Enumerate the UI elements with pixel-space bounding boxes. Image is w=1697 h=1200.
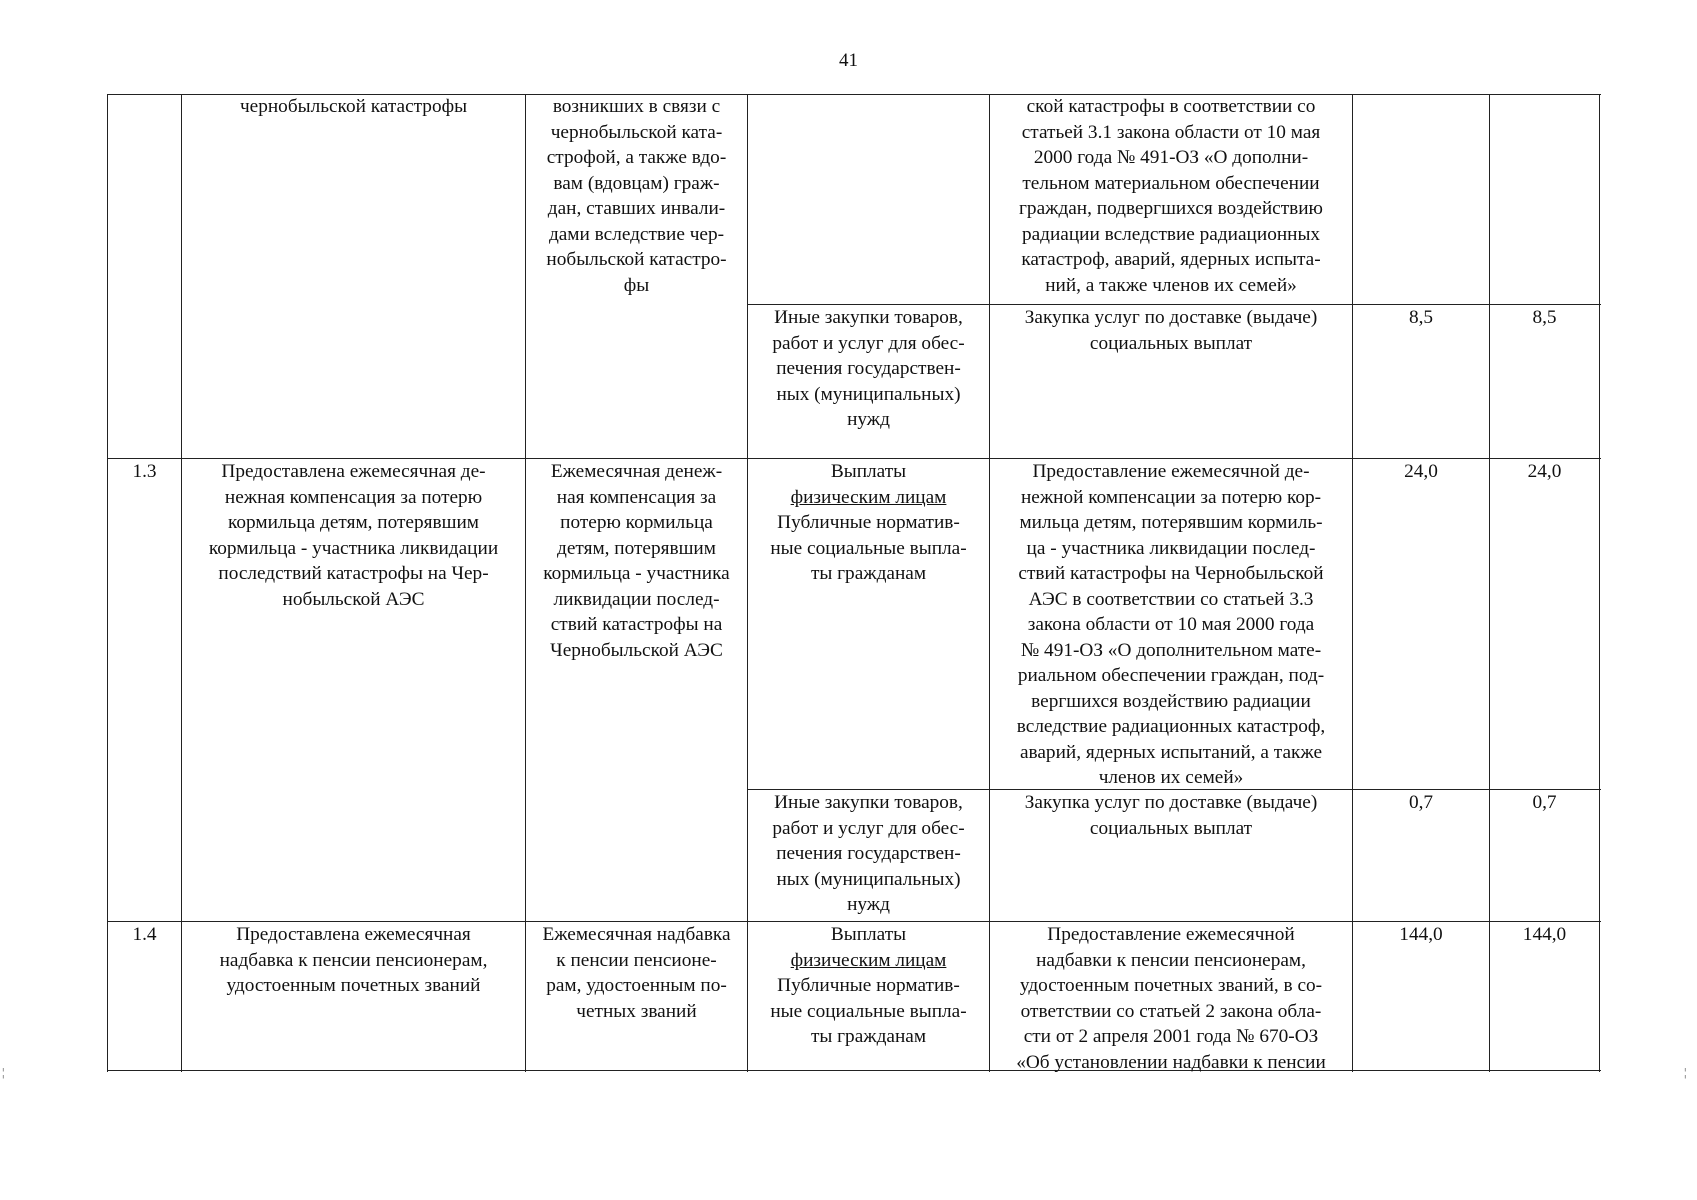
cell-measure-1-3: Ежемесячная денеж- ная компенсация за потерю кормильца детям, потерявшим кормильца - участника ликвидации послед- ствий катастрофы на Чернобыльской АЭС — [543, 461, 730, 661]
scan-edge-mark-left: ¦ — [2, 1065, 5, 1079]
cell-value2-r1b: 8,5 — [1532, 307, 1557, 328]
table-border-bottom — [107, 1070, 1601, 1071]
cell-num-1-3: 1.3 — [132, 461, 157, 482]
cell-desc-1-4: Предоставление ежемесячной надбавки к пенсии пенсионерам, удостоенным почетных званий, в со- ответствии со статьей 2 закона обла- сти от 2 апреля 2001 года № 670-ОЗ «Об установлении надбавки к пенсии — [1016, 924, 1326, 1073]
cell-value1-1-3b: 0,7 — [1408, 792, 1434, 813]
page-number: 41 — [839, 50, 858, 71]
cell-kind-1-4: Выплаты физическим лицам Публичные норматив- ные социальные выпла- ты гражданам — [770, 924, 967, 1047]
cell-value1-1-4: 144,0 — [1399, 924, 1443, 945]
budget-table — [107, 94, 1600, 1072]
cell-value2-1-4: 144,0 — [1522, 924, 1567, 945]
cell-value1-r1b: 8,5 — [1408, 307, 1434, 328]
cell-desc-1-3b: Закупка услуг по доставке (выдаче) социальных выплат — [1024, 792, 1318, 839]
cell-value2-1-3a: 24,0 — [1527, 461, 1562, 482]
cell-value1-1-3a: 24,0 — [1404, 461, 1438, 482]
cell-desc-r1a: ской катастрофы в соответствии со статьей 3.1 закона области от 10 мая 2000 года № 491-ОЗ «О дополни- тельном материальном обеспечении граждан, подвергшихся воздействию радиации вследствие радиационных катастроф, аварий, ядерных испыта- ний, а также членов их семей» — [1019, 96, 1323, 296]
cell-name-1-3: Предоставлена ежемесячная де- нежная компенсация за потерю кормильца детям, потерявшим кормильца - участника ликвидации последствий катастрофы на Чер- нобыльской АЭС — [208, 461, 499, 610]
cell-desc-r1b: Закупка услуг по доставке (выдаче) социальных выплат — [1024, 307, 1318, 354]
scan-edge-mark-right: ¦ — [1684, 1065, 1687, 1079]
cell-measure-1-4: Ежемесячная надбавка к пенсии пенсионе- рам, удостоенным по- четных званий — [542, 924, 731, 1022]
cell-kind-1-3a: Выплаты физическим лицам Публичные норматив- ные социальные выпла- ты гражданам — [770, 461, 967, 584]
table-border-right — [1599, 94, 1600, 1072]
cell-desc-1-3a: Предоставление ежемесячной де- нежной компенсации за потерю кор- мильца детям, потерявшим кормиль- ца - участника ликвидации послед- ствий катастрофы на Чернобыльской АЭС в соответствии со статьей 3.3 закона области от 10 мая 2000 года № 491-ОЗ «О дополнительном мате- риальном обеспечении граждан, под- вергшихся воздействию радиации вследствие радиационных катастроф, аварий, ядерных испытаний, а также членов их семей» — [1016, 461, 1326, 788]
cell-kind-r1b: Иные закупки товаров, работ и услуг для обес- печения государствен- ных (муниципальных) нужд — [772, 307, 965, 430]
cell-kind-1-3b: Иные закупки товаров, работ и услуг для обес- печения государствен- ных (муниципальных) нужд — [772, 792, 965, 915]
cell-name-r1: чернобыльской катастрофы — [239, 96, 468, 117]
cell-measure-r1: возникших в связи с чернобыльской ката- строфой, а также вдо- вам (вдовцам) граж- дан, ставших инвали- дами вследствие чер- нобыльской катастро- фы — [546, 96, 727, 296]
cell-value2-1-3b: 0,7 — [1532, 792, 1557, 813]
cell-num-1-4: 1.4 — [132, 924, 157, 945]
cell-name-1-4: Предоставлена ежемесячная надбавка к пенсии пенсионерам, удостоенным почетных званий — [219, 924, 488, 996]
